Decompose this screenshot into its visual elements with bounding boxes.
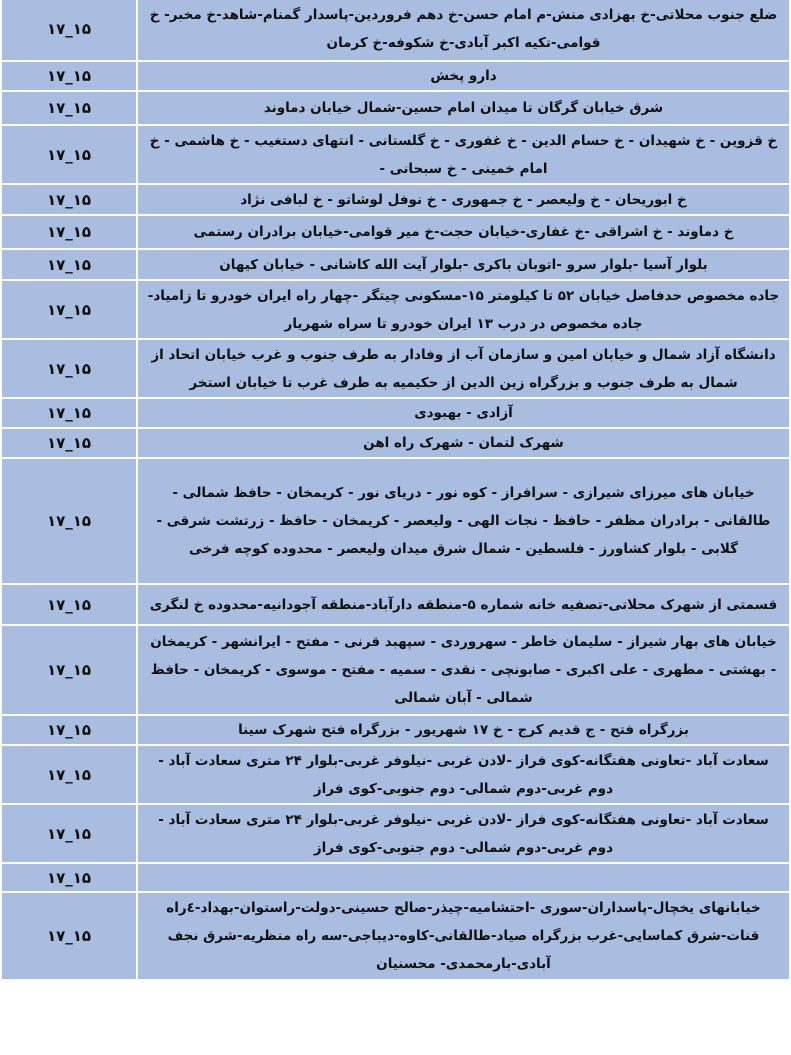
area-cell: بزرگراه فتح - ج قدیم کرج - خ ۱۷ شهریور - بزرگراه فتح شهرک سینا	[137, 715, 790, 745]
area-cell: قسمتی از شهرک محلاتی-تصفیه خانه شماره ۵-منطقه دارآباد-منطقه آجودانیه-محدوده خ لنگری	[137, 584, 790, 625]
area-cell: ضلع جنوب محلاتی-خ بهزادی منش-م امام حسن-خ دهم فروردین-پاسدار گمنام-شاهد-خ مخبر- خ قوامی-تکیه اکبر آبادی-خ شکوفه-خ کرمان	[137, 0, 790, 61]
area-cell: شهرک لتمان - شهرک راه اهن	[137, 428, 790, 458]
time-cell: ۱۵_۱۷	[1, 280, 137, 339]
area-cell: سعادت آباد -تعاونی هفتگانه-کوی فراز -لادن غربی -نیلوفر غربی-بلوار ۲۴ متری سعادت آباد - دوم غربی-دوم شمالی- دوم جنوبی-کوی فراز	[137, 745, 790, 804]
table-row	[1, 280, 790, 339]
table-row	[1, 715, 790, 745]
schedule-table-body	[1, 0, 790, 980]
time-cell: ۱۵_۱۷	[1, 863, 137, 892]
table-row	[1, 428, 790, 458]
table-row	[1, 0, 790, 61]
time-cell: ۱۵_۱۷	[1, 584, 137, 625]
table-row	[1, 249, 790, 280]
time-cell: ۱۵_۱۷	[1, 91, 137, 125]
time-cell: ۱۵_۱۷	[1, 892, 137, 980]
table-row	[1, 61, 790, 91]
table-row	[1, 625, 790, 715]
area-cell: بلوار آسیا -بلوار سرو -اتوبان باکری -بلوار آیت الله کاشانی - خیابان کیهان	[137, 249, 790, 280]
time-cell: ۱۵_۱۷	[1, 428, 137, 458]
table-row	[1, 91, 790, 125]
time-cell: ۱۵_۱۷	[1, 184, 137, 215]
table-row	[1, 125, 790, 184]
area-cell: خیابان های بهار شیراز - سلیمان خاطر - سهروردی - سپهبد قرنی - مفتح - ایرانشهر - کریمخان - بهشتی - مطهری - علی اکبری - صابونچی - نقدی - سمیه - مفتح - موسوی - کریمخان - حافظ شمالی - آبان شمالی	[137, 625, 790, 715]
time-cell: ۱۵_۱۷	[1, 715, 137, 745]
time-cell: ۱۵_۱۷	[1, 804, 137, 863]
table-row	[1, 339, 790, 398]
area-cell: خیابانهای یخچال-پاسداران-سوری -احتشامیه-چیذر-صالح حسینی-دولت-راستوان-بهداد-٤راه قنات-شرق کماسایی-غرب بزرگراه صیاد-طالقانی-کاوه-دیباجی-سه راه منظریه-شرق نجف آبادی-بارمحمدی- محسنیان	[137, 892, 790, 980]
area-cell: خ ابوریحان - خ ولیعصر - خ جمهوری - خ نوفل لوشاتو - خ لبافی نژاد	[137, 184, 790, 215]
time-cell: ۱۵_۱۷	[1, 61, 137, 91]
time-cell: ۱۵_۱۷	[1, 339, 137, 398]
area-cell: خ دماوند - خ اشراقی -خ غفاری-خیابان حجت-خ میر قوامی-خیابان برادران رستمی	[137, 215, 790, 249]
area-cell: خ قزوین - خ شهیدان - خ حسام الدین - خ غفوری - خ گلستانی - انتهای دستغیب - خ هاشمی - خ امام خمینی - خ سبحانی -	[137, 125, 790, 184]
area-cell	[137, 863, 790, 892]
time-cell: ۱۵_۱۷	[1, 398, 137, 428]
table-row	[1, 184, 790, 215]
table-row	[1, 215, 790, 249]
time-cell: ۱۵_۱۷	[1, 0, 137, 61]
time-cell: ۱۵_۱۷	[1, 458, 137, 584]
area-cell: شرق خیابان گرگان تا میدان امام حسین-شمال خیابان دماوند	[137, 91, 790, 125]
time-cell: ۱۵_۱۷	[1, 625, 137, 715]
table-row	[1, 458, 790, 584]
area-cell: سعادت آباد -تعاونی هفتگانه-کوی فراز -لادن غربی -نیلوفر غربی-بلوار ۲۴ متری سعادت آباد - دوم غربی-دوم شمالی- دوم جنوبی-کوی فراز	[137, 804, 790, 863]
area-cell: جاده مخصوص حدفاصل خیابان ۵۲ تا کیلومتر ۱۵-مسکونی چیتگر -چهار راه ایران خودرو تا زامیاد-جاده مخصوص در درب ۱۳ ایران خودرو تا سراه شهریار	[137, 280, 790, 339]
table-row	[1, 892, 790, 980]
time-cell: ۱۵_۱۷	[1, 249, 137, 280]
area-cell: آزادی - بهبودی	[137, 398, 790, 428]
table-row	[1, 584, 790, 625]
table-row	[1, 804, 790, 863]
time-cell: ۱۵_۱۷	[1, 125, 137, 184]
table-row	[1, 398, 790, 428]
table-row	[1, 745, 790, 804]
area-cell: دانشگاه آزاد شمال و خیابان امین و سازمان آب از وفادار به طرف جنوب و غرب خیابان اتحاد از شمال به طرف جنوب و بزرگراه زین الدین از حکیمیه به طرف غرب تا خیابان استخر	[137, 339, 790, 398]
area-cell: دارو پخش	[137, 61, 790, 91]
area-cell: خیابان های میرزای شیرازی - سرافراز - کوه نور - دریای نور - کریمخان - حافظ شمالی - طالقانی - برادران مظفر - حافظ - نجات الهی - ولیعصر - کریمخان - حافظ - زرتشت شرقی - گلابی - بلوار کشاورز - فلسطین - شمال شرق میدان ولیعصر - محدوده کوچه فرخی	[137, 458, 790, 584]
time-cell: ۱۵_۱۷	[1, 745, 137, 804]
table-row	[1, 863, 790, 892]
time-cell: ۱۵_۱۷	[1, 215, 137, 249]
